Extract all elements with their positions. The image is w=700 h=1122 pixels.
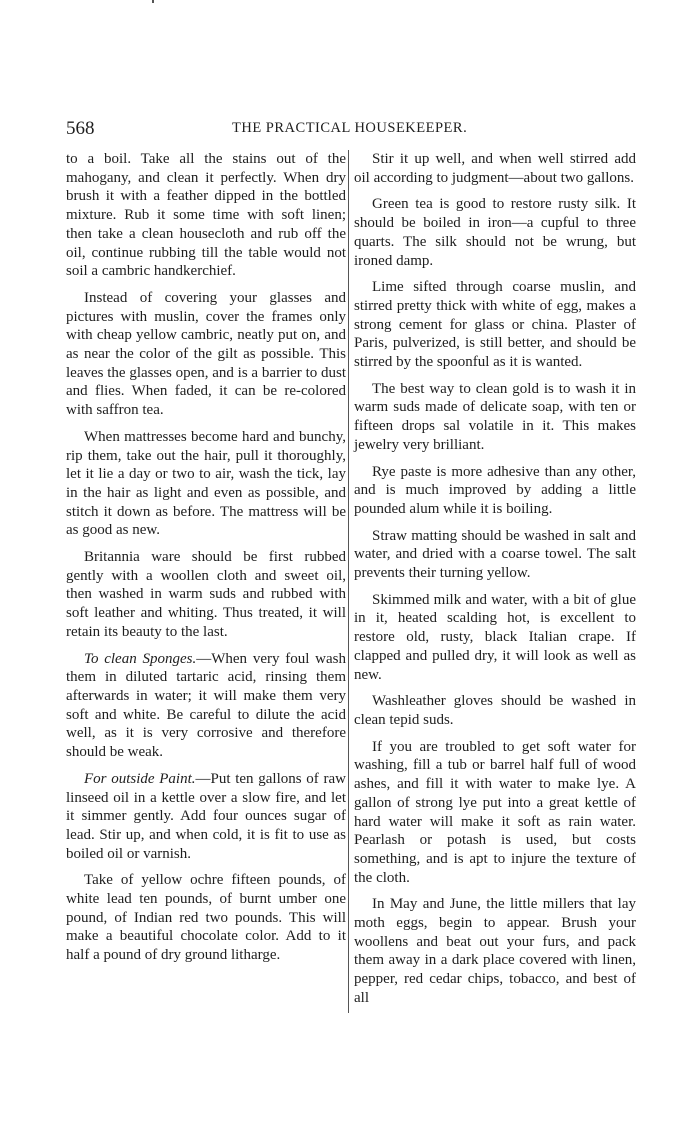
right-column — [354, 150, 636, 1008]
paragraph: The best way to clean gold is to wash it in warm suds made of delicate soap, with ten or fifteen drops sal volatile in it. This makes jewelry very brilliant. — [354, 380, 636, 453]
paragraph: Take of yellow ochre fifteen pounds, of white lead ten pounds, of burnt umber one pound, of Indian red two pounds. This will make a beautiful chocolate color. Add to it half a pound of dry ground litharge. — [66, 872, 346, 964]
paragraph-lead: For outside Paint. — [84, 770, 196, 787]
paragraph: Stir it up well, and when well stirred add oil according to judgment—about two gallons. — [354, 151, 636, 186]
paragraph: To clean Sponges.—When very foul wash them in diluted tartaric acid, rinsing them afterwards in water; it will make them very soft and white. Be careful to dilute the acid well, as it is very corrosive and therefore should be weak. — [66, 650, 346, 761]
print-speck — [152, 0, 154, 3]
paragraph: If you are troubled to get soft water for washing, fill a tub or barrel half full of wood ashes, and fill it with water to make lye. A gallon of strong lye put into a great kettle of hard water will make it soft as rain water. Pearlash or potash is used, but costs something, and is apt to injure the texture of the cloth. — [354, 738, 636, 886]
page-number: 568 — [66, 118, 95, 139]
paragraph: When mattresses become hard and bunchy, rip them, take out the hair, pull it thoroughly, let it lie a day or two to air, wash the tick, lay in the hair as light and even as possible, and stitch it down as before. The mattress will be as good as new. — [66, 428, 346, 539]
column-divider — [348, 150, 349, 1013]
running-title: THE PRACTICAL HOUSEKEEPER. — [232, 120, 468, 136]
paragraph: Straw matting should be washed in salt and water, and dried with a coarse towel. The salt prevents their turning yellow. — [354, 527, 636, 582]
paragraph: Britannia ware should be first rubbed gently with a woollen cloth and sweet oil, then washed in warm suds and rubbed with soft leather and whiting. Thus treated, it will retain its beauty to the last. — [66, 549, 346, 640]
paragraph: Lime sifted through coarse muslin, and stirred pretty thick with white of egg, makes a strong cement for glass or china. Plaster of Paris, pulverized, is still better, and should be stirred by the spoonful as it is wanted. — [354, 279, 636, 371]
paragraph: Green tea is good to restore rusty silk. It should be boiled in iron—a cupful to three quarts. The silk should not be wrung, but ironed damp. — [354, 196, 636, 269]
paragraph: Rye paste is more adhesive than any other, and is much improved by adding a little pounded alum while it is boiling. — [354, 463, 636, 517]
paragraph: to a boil. Take all the stains out of the mahogany, and clean it perfectly. When dry brush it with a feather dipped in the bottled mixture. Rub it some time with soft linen; then take a clean housecloth and rub off the oil, continue rubbing till the table would not soil a cambric handkerchief. — [66, 151, 346, 280]
paragraph: Skimmed milk and water, with a bit of glue in it, heated scalding hot, is excellent to restore old, rusty, black Italian crape. If clapped and pulled dry, it will look as well as new. — [354, 591, 636, 683]
paragraph: Washleather gloves should be washed in clean tepid suds. — [354, 693, 636, 728]
paragraph: In May and June, the little millers that lay moth eggs, begin to appear. Brush your woollens and beat out your furs, and pack them away in a dark place covered with linen, pepper, red cedar chips, tobacco, and best of all — [354, 896, 636, 1006]
left-column — [66, 150, 346, 965]
paragraph-lead: To clean Sponges. — [84, 650, 197, 667]
paragraph: For outside Paint.—Put ten gallons of raw linseed oil in a kettle over a slow fire, and let it simmer gently. Add four ounces sugar of lead. Stir up, and when cold, it is fit to use as boiled oil or varnish. — [66, 770, 346, 862]
paragraph: Instead of covering your glasses and pictures with muslin, cover the frames only with cheap yellow cambric, neatly put on, and as near the color of the gilt as possible. This leaves the glasses open, and is a barrier to dust and flies. When faded, it can be re-colored with saffron tea. — [66, 289, 346, 419]
